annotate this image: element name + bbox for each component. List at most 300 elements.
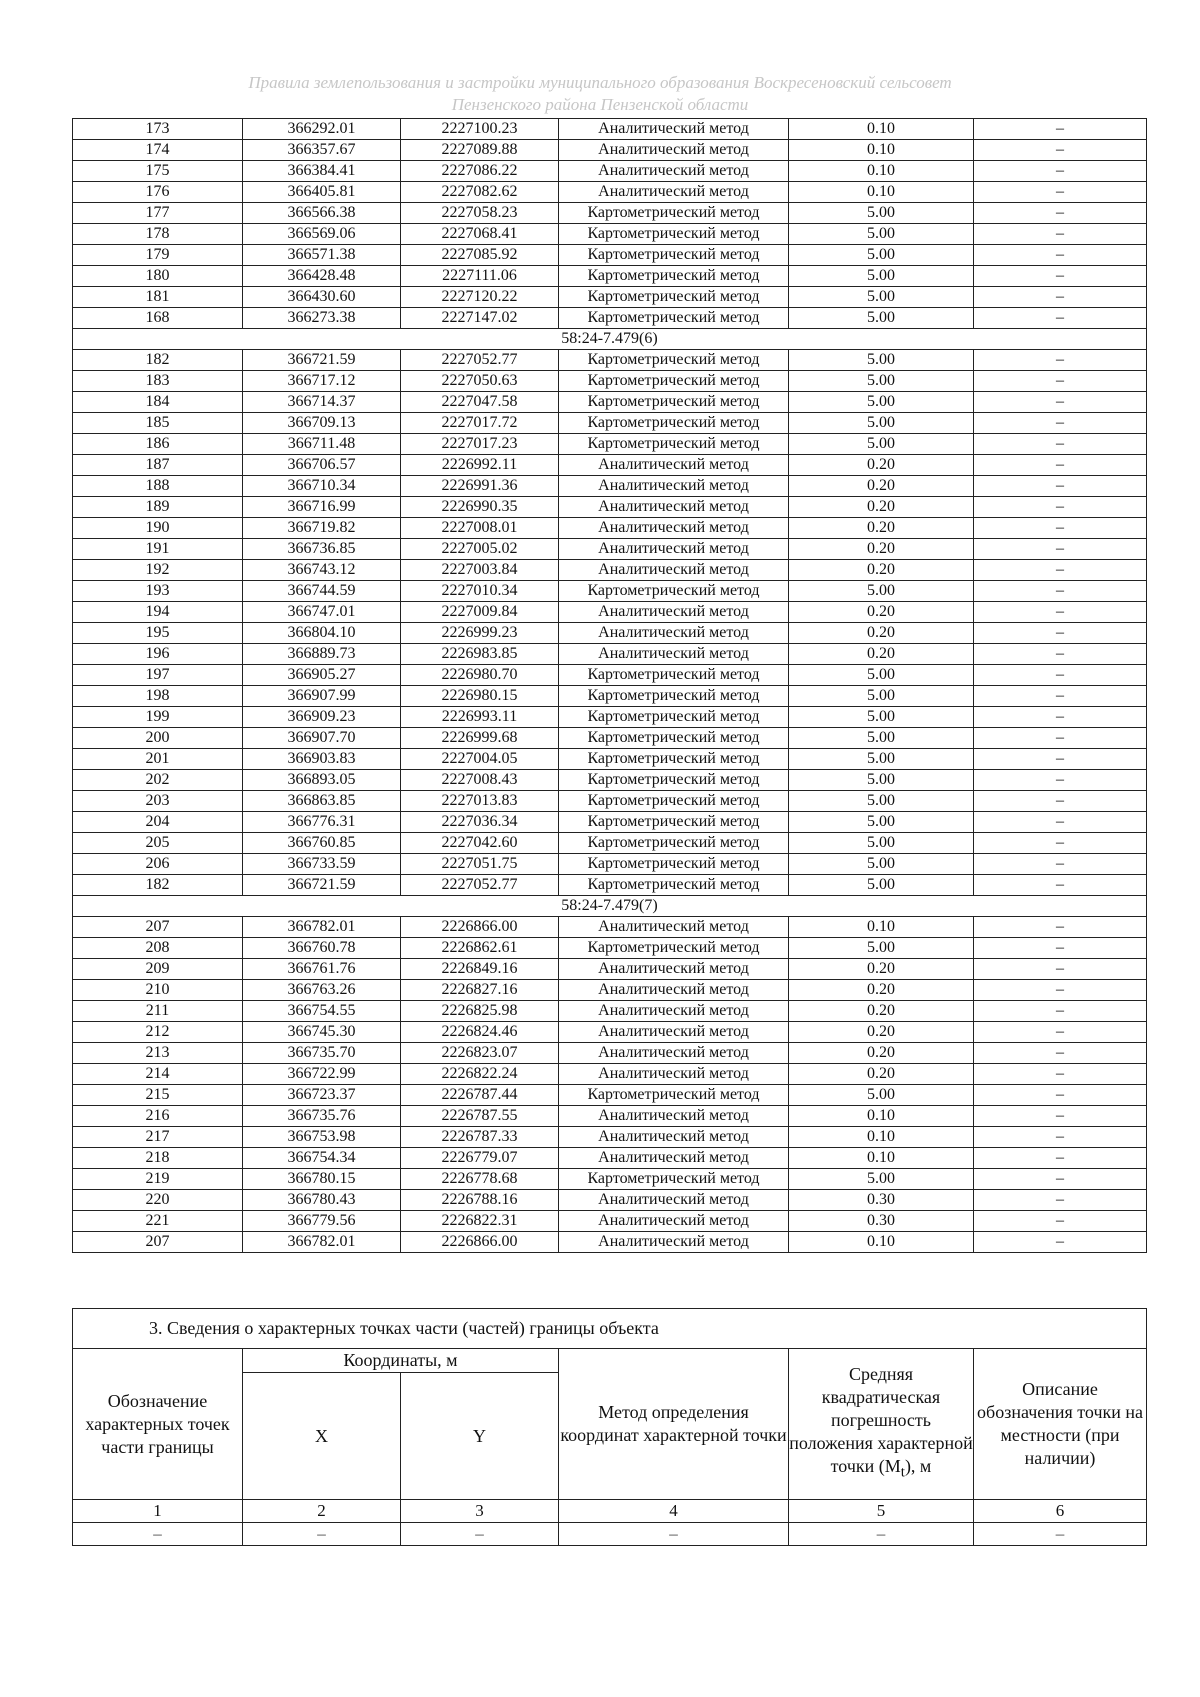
y-coordinate-cell: 2227085.92 bbox=[401, 245, 559, 266]
section-label: 58:24-7.479(6) bbox=[73, 329, 1147, 350]
description-cell: – bbox=[974, 119, 1147, 140]
table-row bbox=[73, 560, 1147, 581]
method-cell: Картометрический метод bbox=[559, 266, 789, 287]
method-cell: Аналитический метод bbox=[559, 560, 789, 581]
x-coordinate-cell: 366760.78 bbox=[243, 938, 401, 959]
table-row bbox=[73, 455, 1147, 476]
error-cell: 5.00 bbox=[789, 938, 974, 959]
point-number-cell: 183 bbox=[73, 371, 243, 392]
table-row bbox=[73, 1148, 1147, 1169]
error-cell: 0.20 bbox=[789, 1001, 974, 1022]
error-cell: 5.00 bbox=[789, 665, 974, 686]
y-coordinate-cell: 2227013.83 bbox=[401, 791, 559, 812]
col-number-2: 2 bbox=[243, 1500, 401, 1523]
method-cell: Аналитический метод bbox=[559, 182, 789, 203]
method-cell: Аналитический метод bbox=[559, 644, 789, 665]
table-row bbox=[73, 1169, 1147, 1190]
method-cell: Аналитический метод bbox=[559, 161, 789, 182]
y-coordinate-cell: 2226980.70 bbox=[401, 665, 559, 686]
error-cell: 5.00 bbox=[789, 749, 974, 770]
point-number-cell: 190 bbox=[73, 518, 243, 539]
description-cell: – bbox=[974, 413, 1147, 434]
method-cell: Аналитический метод bbox=[559, 959, 789, 980]
y-coordinate-cell: 2226849.16 bbox=[401, 959, 559, 980]
point-number-cell: 194 bbox=[73, 602, 243, 623]
document-header bbox=[0, 72, 1200, 116]
x-coordinate-cell: 366776.31 bbox=[243, 812, 401, 833]
empty-cell: – bbox=[974, 1523, 1147, 1546]
description-cell: – bbox=[974, 1064, 1147, 1085]
error-cell: 5.00 bbox=[789, 266, 974, 287]
x-coordinate-cell: 366710.34 bbox=[243, 476, 401, 497]
method-cell: Аналитический метод bbox=[559, 140, 789, 161]
method-cell: Картометрический метод bbox=[559, 203, 789, 224]
y-coordinate-cell: 2227082.62 bbox=[401, 182, 559, 203]
method-cell: Аналитический метод bbox=[559, 1190, 789, 1211]
description-cell: – bbox=[974, 455, 1147, 476]
description-cell: – bbox=[974, 1085, 1147, 1106]
point-number-cell: 205 bbox=[73, 833, 243, 854]
point-number-cell: 173 bbox=[73, 119, 243, 140]
y-coordinate-cell: 2227042.60 bbox=[401, 833, 559, 854]
point-number-cell: 215 bbox=[73, 1085, 243, 1106]
error-cell: 0.20 bbox=[789, 644, 974, 665]
error-cell: 5.00 bbox=[789, 308, 974, 329]
table-row bbox=[73, 770, 1147, 791]
boundary-points-body bbox=[73, 119, 1147, 1253]
method-cell: Картометрический метод bbox=[559, 581, 789, 602]
error-cell: 0.30 bbox=[789, 1211, 974, 1232]
description-cell: – bbox=[974, 518, 1147, 539]
error-cell: 0.10 bbox=[789, 161, 974, 182]
point-number-cell: 185 bbox=[73, 413, 243, 434]
y-coordinate-cell: 2226999.68 bbox=[401, 728, 559, 749]
table-row bbox=[73, 497, 1147, 518]
method-cell: Аналитический метод bbox=[559, 1106, 789, 1127]
method-cell: Картометрический метод bbox=[559, 413, 789, 434]
method-cell: Аналитический метод bbox=[559, 119, 789, 140]
method-cell: Картометрический метод bbox=[559, 833, 789, 854]
x-coordinate-cell: 366736.85 bbox=[243, 539, 401, 560]
error-cell: 0.20 bbox=[789, 455, 974, 476]
description-cell: – bbox=[974, 1211, 1147, 1232]
point-number-cell: 201 bbox=[73, 749, 243, 770]
error-cell: 5.00 bbox=[789, 287, 974, 308]
y-coordinate-cell: 2227017.23 bbox=[401, 434, 559, 455]
table-row bbox=[73, 203, 1147, 224]
x-coordinate-cell: 366716.99 bbox=[243, 497, 401, 518]
x-coordinate-cell: 366754.55 bbox=[243, 1001, 401, 1022]
point-number-cell: 196 bbox=[73, 644, 243, 665]
error-cell: 0.20 bbox=[789, 623, 974, 644]
table-row bbox=[73, 182, 1147, 203]
col-designation-header: Обозначение характерных точек части границы bbox=[73, 1349, 243, 1500]
section-row bbox=[73, 329, 1147, 350]
error-cell: 0.20 bbox=[789, 497, 974, 518]
point-number-cell: 207 bbox=[73, 1232, 243, 1253]
error-cell: 0.10 bbox=[789, 917, 974, 938]
method-cell: Картометрический метод bbox=[559, 245, 789, 266]
x-coordinate-cell: 366292.01 bbox=[243, 119, 401, 140]
method-cell: Картометрический метод bbox=[559, 728, 789, 749]
description-cell: – bbox=[974, 266, 1147, 287]
empty-cell: – bbox=[401, 1523, 559, 1546]
x-coordinate-cell: 366721.59 bbox=[243, 875, 401, 896]
point-number-cell: 214 bbox=[73, 1064, 243, 1085]
point-number-cell: 203 bbox=[73, 791, 243, 812]
method-cell: Картометрический метод bbox=[559, 791, 789, 812]
description-cell: – bbox=[974, 854, 1147, 875]
table-row bbox=[73, 224, 1147, 245]
y-coordinate-cell: 2226824.46 bbox=[401, 1022, 559, 1043]
description-cell: – bbox=[974, 602, 1147, 623]
description-cell: – bbox=[974, 686, 1147, 707]
point-number-cell: 199 bbox=[73, 707, 243, 728]
error-cell: 0.20 bbox=[789, 518, 974, 539]
error-cell: 5.00 bbox=[789, 434, 974, 455]
x-coordinate-cell: 366780.43 bbox=[243, 1190, 401, 1211]
header-line-1: Правила землепользования и застройки муниципального образования Воскресеновский сельсовет bbox=[248, 73, 952, 92]
x-coordinate-cell: 366744.59 bbox=[243, 581, 401, 602]
x-coordinate-cell: 366566.38 bbox=[243, 203, 401, 224]
error-cell: 5.00 bbox=[789, 875, 974, 896]
error-cell: 5.00 bbox=[789, 1085, 974, 1106]
col-error-header bbox=[789, 1349, 974, 1500]
error-cell: 5.00 bbox=[789, 413, 974, 434]
y-coordinate-cell: 2227008.43 bbox=[401, 770, 559, 791]
point-number-cell: 193 bbox=[73, 581, 243, 602]
table-row bbox=[73, 854, 1147, 875]
x-coordinate-cell: 366754.34 bbox=[243, 1148, 401, 1169]
description-cell: – bbox=[974, 182, 1147, 203]
point-number-cell: 195 bbox=[73, 623, 243, 644]
col-number-1: 1 bbox=[73, 1500, 243, 1523]
point-number-cell: 168 bbox=[73, 308, 243, 329]
error-cell: 0.20 bbox=[789, 980, 974, 1001]
table-row bbox=[73, 581, 1147, 602]
point-number-cell: 188 bbox=[73, 476, 243, 497]
table-row bbox=[73, 371, 1147, 392]
method-cell: Аналитический метод bbox=[559, 1127, 789, 1148]
col-description-header: Описание обозначения точки на местности (при наличии) bbox=[974, 1349, 1147, 1500]
method-cell: Аналитический метод bbox=[559, 497, 789, 518]
description-cell: – bbox=[974, 728, 1147, 749]
table-row bbox=[73, 1043, 1147, 1064]
y-coordinate-cell: 2226787.55 bbox=[401, 1106, 559, 1127]
method-cell: Картометрический метод bbox=[559, 707, 789, 728]
method-cell: Аналитический метод bbox=[559, 1001, 789, 1022]
table-row bbox=[73, 266, 1147, 287]
table-row bbox=[73, 623, 1147, 644]
col-number-4: 4 bbox=[559, 1500, 789, 1523]
description-cell: – bbox=[974, 1043, 1147, 1064]
error-cell: 0.10 bbox=[789, 119, 974, 140]
point-number-cell: 176 bbox=[73, 182, 243, 203]
y-coordinate-cell: 2227047.58 bbox=[401, 392, 559, 413]
table-row bbox=[73, 602, 1147, 623]
method-cell: Аналитический метод bbox=[559, 476, 789, 497]
description-cell: – bbox=[974, 1127, 1147, 1148]
x-coordinate-cell: 366743.12 bbox=[243, 560, 401, 581]
part-section-title: 3. Сведения о характерных точках части (частей) границы объекта bbox=[73, 1309, 1147, 1349]
y-coordinate-cell: 2226990.35 bbox=[401, 497, 559, 518]
method-cell: Аналитический метод bbox=[559, 1211, 789, 1232]
method-cell: Картометрический метод bbox=[559, 875, 789, 896]
y-coordinate-cell: 2227086.22 bbox=[401, 161, 559, 182]
x-coordinate-cell: 366569.06 bbox=[243, 224, 401, 245]
y-coordinate-cell: 2226980.15 bbox=[401, 686, 559, 707]
y-coordinate-cell: 2227068.41 bbox=[401, 224, 559, 245]
description-cell: – bbox=[974, 581, 1147, 602]
method-cell: Картометрический метод bbox=[559, 392, 789, 413]
x-coordinate-cell: 366863.85 bbox=[243, 791, 401, 812]
method-cell: Картометрический метод bbox=[559, 350, 789, 371]
description-cell: – bbox=[974, 497, 1147, 518]
table-row bbox=[73, 1001, 1147, 1022]
error-cell: 5.00 bbox=[789, 770, 974, 791]
y-coordinate-cell: 2226778.68 bbox=[401, 1169, 559, 1190]
point-number-cell: 187 bbox=[73, 455, 243, 476]
x-coordinate-cell: 366747.01 bbox=[243, 602, 401, 623]
description-cell: – bbox=[974, 749, 1147, 770]
table-row bbox=[73, 1232, 1147, 1253]
x-coordinate-cell: 366760.85 bbox=[243, 833, 401, 854]
method-cell: Аналитический метод bbox=[559, 1148, 789, 1169]
point-number-cell: 219 bbox=[73, 1169, 243, 1190]
error-cell: 5.00 bbox=[789, 581, 974, 602]
point-number-cell: 216 bbox=[73, 1106, 243, 1127]
x-coordinate-cell: 366405.81 bbox=[243, 182, 401, 203]
x-coordinate-cell: 366714.37 bbox=[243, 392, 401, 413]
x-coordinate-cell: 366763.26 bbox=[243, 980, 401, 1001]
point-number-cell: 210 bbox=[73, 980, 243, 1001]
point-number-cell: 181 bbox=[73, 287, 243, 308]
y-coordinate-cell: 2226787.44 bbox=[401, 1085, 559, 1106]
table-row bbox=[73, 875, 1147, 896]
col-y-header: Y bbox=[401, 1373, 559, 1500]
table-row bbox=[73, 1022, 1147, 1043]
col-x-header: X bbox=[243, 1373, 401, 1500]
x-coordinate-cell: 366804.10 bbox=[243, 623, 401, 644]
method-cell: Картометрический метод bbox=[559, 749, 789, 770]
error-cell: 5.00 bbox=[789, 224, 974, 245]
x-coordinate-cell: 366709.13 bbox=[243, 413, 401, 434]
description-cell: – bbox=[974, 224, 1147, 245]
coords-header: Координаты, м bbox=[243, 1349, 559, 1373]
method-cell: Аналитический метод bbox=[559, 1232, 789, 1253]
error-cell: 0.20 bbox=[789, 602, 974, 623]
description-cell: – bbox=[974, 287, 1147, 308]
x-coordinate-cell: 366907.99 bbox=[243, 686, 401, 707]
error-cell: 0.20 bbox=[789, 476, 974, 497]
description-cell: – bbox=[974, 392, 1147, 413]
y-coordinate-cell: 2226787.33 bbox=[401, 1127, 559, 1148]
description-cell: – bbox=[974, 476, 1147, 497]
x-coordinate-cell: 366722.99 bbox=[243, 1064, 401, 1085]
x-coordinate-cell: 366706.57 bbox=[243, 455, 401, 476]
description-cell: – bbox=[974, 623, 1147, 644]
empty-cell: – bbox=[789, 1523, 974, 1546]
table-row bbox=[73, 287, 1147, 308]
x-coordinate-cell: 366428.48 bbox=[243, 266, 401, 287]
method-cell: Картометрический метод bbox=[559, 1169, 789, 1190]
method-cell: Картометрический метод bbox=[559, 665, 789, 686]
table-row bbox=[73, 539, 1147, 560]
x-coordinate-cell: 366717.12 bbox=[243, 371, 401, 392]
y-coordinate-cell: 2227089.88 bbox=[401, 140, 559, 161]
point-number-cell: 186 bbox=[73, 434, 243, 455]
point-number-cell: 213 bbox=[73, 1043, 243, 1064]
point-number-cell: 206 bbox=[73, 854, 243, 875]
table-row bbox=[73, 518, 1147, 539]
method-cell: Аналитический метод bbox=[559, 1064, 789, 1085]
table-row bbox=[73, 392, 1147, 413]
x-coordinate-cell: 366907.70 bbox=[243, 728, 401, 749]
table-row bbox=[73, 1127, 1147, 1148]
point-number-cell: 177 bbox=[73, 203, 243, 224]
empty-cell: – bbox=[559, 1523, 789, 1546]
y-coordinate-cell: 2227147.02 bbox=[401, 308, 559, 329]
y-coordinate-cell: 2226866.00 bbox=[401, 1232, 559, 1253]
header-line-2: Пензенского района Пензенской области bbox=[451, 95, 749, 114]
y-coordinate-cell: 2227058.23 bbox=[401, 203, 559, 224]
method-cell: Картометрический метод bbox=[559, 434, 789, 455]
x-coordinate-cell: 366723.37 bbox=[243, 1085, 401, 1106]
description-cell: – bbox=[974, 434, 1147, 455]
description-cell: – bbox=[974, 1190, 1147, 1211]
method-cell: Аналитический метод bbox=[559, 1043, 789, 1064]
method-cell: Картометрический метод bbox=[559, 371, 789, 392]
point-number-cell: 217 bbox=[73, 1127, 243, 1148]
description-cell: – bbox=[974, 791, 1147, 812]
description-cell: – bbox=[974, 1001, 1147, 1022]
y-coordinate-cell: 2227052.77 bbox=[401, 875, 559, 896]
description-cell: – bbox=[974, 560, 1147, 581]
method-cell: Картометрический метод bbox=[559, 770, 789, 791]
boundary-points-table bbox=[72, 118, 1147, 1253]
y-coordinate-cell: 2226822.24 bbox=[401, 1064, 559, 1085]
empty-cell: – bbox=[243, 1523, 401, 1546]
description-cell: – bbox=[974, 1148, 1147, 1169]
y-coordinate-cell: 2227120.22 bbox=[401, 287, 559, 308]
x-coordinate-cell: 366889.73 bbox=[243, 644, 401, 665]
point-number-cell: 191 bbox=[73, 539, 243, 560]
table-row bbox=[73, 665, 1147, 686]
x-coordinate-cell: 366735.70 bbox=[243, 1043, 401, 1064]
error-cell: 5.00 bbox=[789, 392, 974, 413]
error-cell: 5.00 bbox=[789, 203, 974, 224]
y-coordinate-cell: 2226992.11 bbox=[401, 455, 559, 476]
description-cell: – bbox=[974, 1169, 1147, 1190]
description-cell: – bbox=[974, 707, 1147, 728]
y-coordinate-cell: 2226862.61 bbox=[401, 938, 559, 959]
point-number-cell: 192 bbox=[73, 560, 243, 581]
x-coordinate-cell: 366711.48 bbox=[243, 434, 401, 455]
x-coordinate-cell: 366571.38 bbox=[243, 245, 401, 266]
table-row bbox=[73, 476, 1147, 497]
y-coordinate-cell: 2226822.31 bbox=[401, 1211, 559, 1232]
point-number-cell: 207 bbox=[73, 917, 243, 938]
col-method-header: Метод определения координат характерной точки bbox=[559, 1349, 789, 1500]
part-boundary-table bbox=[72, 1308, 1147, 1546]
x-coordinate-cell: 366909.23 bbox=[243, 707, 401, 728]
y-coordinate-cell: 2226827.16 bbox=[401, 980, 559, 1001]
table-row bbox=[73, 728, 1147, 749]
method-cell: Картометрический метод bbox=[559, 854, 789, 875]
point-number-cell: 189 bbox=[73, 497, 243, 518]
y-coordinate-cell: 2227004.05 bbox=[401, 749, 559, 770]
table-row bbox=[73, 686, 1147, 707]
table-row bbox=[73, 413, 1147, 434]
method-cell: Аналитический метод bbox=[559, 1022, 789, 1043]
subscript-t: t bbox=[900, 1464, 905, 1481]
point-number-cell: 174 bbox=[73, 140, 243, 161]
x-coordinate-cell: 366721.59 bbox=[243, 350, 401, 371]
x-coordinate-cell: 366782.01 bbox=[243, 1232, 401, 1253]
point-number-cell: 198 bbox=[73, 686, 243, 707]
error-cell: 5.00 bbox=[789, 350, 974, 371]
point-number-cell: 178 bbox=[73, 224, 243, 245]
table-row bbox=[73, 812, 1147, 833]
error-cell: 0.20 bbox=[789, 1043, 974, 1064]
y-coordinate-cell: 2227052.77 bbox=[401, 350, 559, 371]
method-cell: Картометрический метод bbox=[559, 308, 789, 329]
description-cell: – bbox=[974, 938, 1147, 959]
point-number-cell: 208 bbox=[73, 938, 243, 959]
description-cell: – bbox=[974, 980, 1147, 1001]
y-coordinate-cell: 2226779.07 bbox=[401, 1148, 559, 1169]
point-number-cell: 221 bbox=[73, 1211, 243, 1232]
table-row bbox=[73, 119, 1147, 140]
description-cell: – bbox=[974, 1106, 1147, 1127]
x-coordinate-cell: 366273.38 bbox=[243, 308, 401, 329]
description-cell: – bbox=[974, 875, 1147, 896]
table-row bbox=[73, 833, 1147, 854]
y-coordinate-cell: 2227008.01 bbox=[401, 518, 559, 539]
table-row bbox=[73, 1064, 1147, 1085]
y-coordinate-cell: 2227010.34 bbox=[401, 581, 559, 602]
description-cell: – bbox=[974, 1232, 1147, 1253]
table-row bbox=[73, 1211, 1147, 1232]
table-row bbox=[73, 1106, 1147, 1127]
error-cell: 0.20 bbox=[789, 560, 974, 581]
error-cell: 0.10 bbox=[789, 182, 974, 203]
section-label: 58:24-7.479(7) bbox=[73, 896, 1147, 917]
x-coordinate-cell: 366753.98 bbox=[243, 1127, 401, 1148]
error-cell: 5.00 bbox=[789, 707, 974, 728]
y-coordinate-cell: 2226823.07 bbox=[401, 1043, 559, 1064]
description-cell: – bbox=[974, 350, 1147, 371]
y-coordinate-cell: 2226788.16 bbox=[401, 1190, 559, 1211]
error-cell: 5.00 bbox=[789, 245, 974, 266]
y-coordinate-cell: 2227051.75 bbox=[401, 854, 559, 875]
point-number-cell: 220 bbox=[73, 1190, 243, 1211]
error-cell: 0.20 bbox=[789, 959, 974, 980]
description-cell: – bbox=[974, 812, 1147, 833]
table-row bbox=[73, 917, 1147, 938]
method-cell: Картометрический метод bbox=[559, 224, 789, 245]
x-coordinate-cell: 366779.56 bbox=[243, 1211, 401, 1232]
x-coordinate-cell: 366893.05 bbox=[243, 770, 401, 791]
x-coordinate-cell: 366905.27 bbox=[243, 665, 401, 686]
y-coordinate-cell: 2226999.23 bbox=[401, 623, 559, 644]
description-cell: – bbox=[974, 161, 1147, 182]
table-row bbox=[73, 1085, 1147, 1106]
point-number-cell: 204 bbox=[73, 812, 243, 833]
table-row bbox=[73, 245, 1147, 266]
description-cell: – bbox=[974, 833, 1147, 854]
table-row bbox=[73, 350, 1147, 371]
